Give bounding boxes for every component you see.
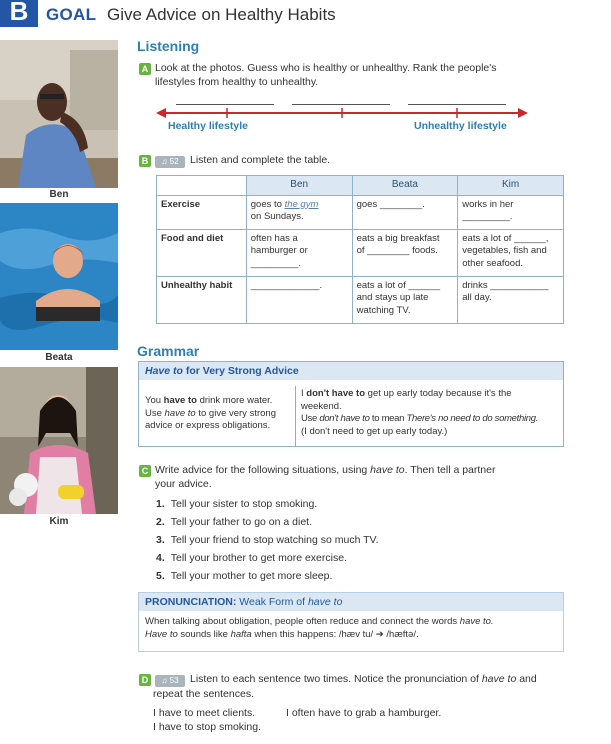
unhealthy-label: Unhealthy lifestyle — [414, 120, 507, 132]
list-item: 5. Tell your mother to get more sleep. — [156, 570, 333, 582]
exercise-a-text: Look at the photos. Guess who is healthy or unhealthy. Rank the people's — [155, 62, 497, 74]
exercise-c-list — [156, 497, 379, 587]
exercise-d-instruction: D ♫ 53 Listen to each sentence two times. Notice the pronunciation of have to and repeat the sentences. — [139, 672, 599, 701]
sentence-2: I often have to grab a hamburger. — [286, 707, 442, 719]
listening-heading: Listening — [137, 38, 200, 54]
audio-track-icon[interactable]: ♫ 53 — [155, 675, 185, 687]
table-header-row — [157, 176, 564, 196]
photo-ben — [0, 40, 118, 188]
audio-track-icon[interactable]: ♫ 52 — [155, 156, 185, 168]
table-header: Ben — [246, 176, 352, 196]
grammar-right-cell: I don't have to get up early today because it's the weekend. Use don't have to to mean There's no need to do something. (I don't need to get up early today.) — [301, 388, 539, 437]
table-corner — [157, 176, 247, 196]
ben-image — [0, 40, 118, 188]
pronunciation-title: PRONUNCIATION: Weak Form of have to — [139, 593, 563, 611]
list-item: 4. Tell your brother to get more exercise. — [156, 552, 347, 564]
grammar-heading: Grammar — [137, 343, 200, 359]
table-cell[interactable]: works in her _________. — [458, 195, 564, 229]
exercise-d-letter: D — [139, 674, 151, 686]
table-cell[interactable]: eats a lot of ______ and stays up late watching TV. — [352, 276, 458, 323]
rank-blank-1[interactable] — [176, 103, 274, 105]
row-label: Unhealthy habit — [157, 276, 247, 323]
photo-kim — [0, 367, 118, 514]
table-row — [157, 195, 564, 229]
exercise-b-letter: B — [139, 155, 151, 167]
pronunciation-body: When talking about obligation, people often reduce and connect the words have to. Have to sounds like hafta when this happens: /hæv tu/ ➔ /hæftə/. — [145, 616, 494, 640]
list-item: 2. Tell your father to go on a diet. — [156, 516, 312, 528]
grammar-left-cell: You have to drink more water. Use have to to give very strong advice or express obligations. — [145, 395, 276, 431]
photo-caption-ben: Ben — [49, 189, 69, 200]
lifestyle-arrow — [156, 107, 528, 119]
table-cell[interactable]: eats a lot of ______, vegetables, fish and other seafood. — [458, 229, 564, 276]
rank-blank-3[interactable] — [408, 103, 506, 105]
table-cell[interactable]: drinks ___________ all day. — [458, 276, 564, 323]
photo-caption-beata: Beata — [45, 352, 73, 363]
table-row — [157, 276, 564, 323]
table-cell[interactable]: goes ________. — [352, 195, 458, 229]
exercise-a-letter: A — [139, 63, 151, 75]
exercise-a-instruction — [139, 61, 599, 89]
list-item: 1. Tell your sister to stop smoking. — [156, 498, 318, 510]
table-cell[interactable]: eats a big breakfast of ________ foods. — [352, 229, 458, 276]
rank-blank-2[interactable] — [292, 103, 390, 105]
photo-beata — [0, 203, 118, 350]
healthy-label: Healthy lifestyle — [168, 120, 248, 132]
list-item: 3. Tell your friend to stop watching so much TV. — [156, 534, 379, 546]
table-header: Kim — [458, 176, 564, 196]
goal-title: Give Advice on Healthy Habits — [107, 5, 336, 24]
table-cell[interactable]: goes to the gym on Sundays. — [246, 195, 352, 229]
grammar-divider — [295, 386, 296, 446]
pronunciation-box — [138, 592, 564, 652]
table-cell[interactable]: _____________. — [246, 276, 352, 323]
exercise-b-instruction — [139, 153, 330, 168]
exercise-a-text-2: lifestyles from healthy to unhealthy. — [155, 76, 319, 88]
handwritten-answer: the gym — [284, 198, 319, 210]
kim-image — [0, 367, 118, 514]
beata-image — [0, 203, 118, 350]
section-badge: B — [0, 0, 38, 27]
table-header: Beata — [352, 176, 458, 196]
sentence-3: I have to stop smoking. — [153, 721, 261, 733]
completion-table — [156, 175, 564, 324]
sentence-1: I have to meet clients. — [153, 707, 256, 719]
exercise-b-text: Listen and complete the table. — [190, 154, 331, 166]
grammar-box-title: Have to for Very Strong Advice — [139, 362, 563, 380]
photo-caption-kim: Kim — [49, 516, 69, 527]
row-label: Food and diet — [157, 229, 247, 276]
table-cell[interactable]: often has a hamburger or _________. — [246, 229, 352, 276]
exercise-c-instruction: C Write advice for the following situations, using have to. Then tell a partner your advice. — [139, 463, 599, 491]
exercise-c-letter: C — [139, 465, 151, 477]
table-row — [157, 229, 564, 276]
grammar-box — [138, 361, 564, 447]
goal-label: GOAL — [46, 5, 97, 24]
row-label: Exercise — [157, 195, 247, 229]
